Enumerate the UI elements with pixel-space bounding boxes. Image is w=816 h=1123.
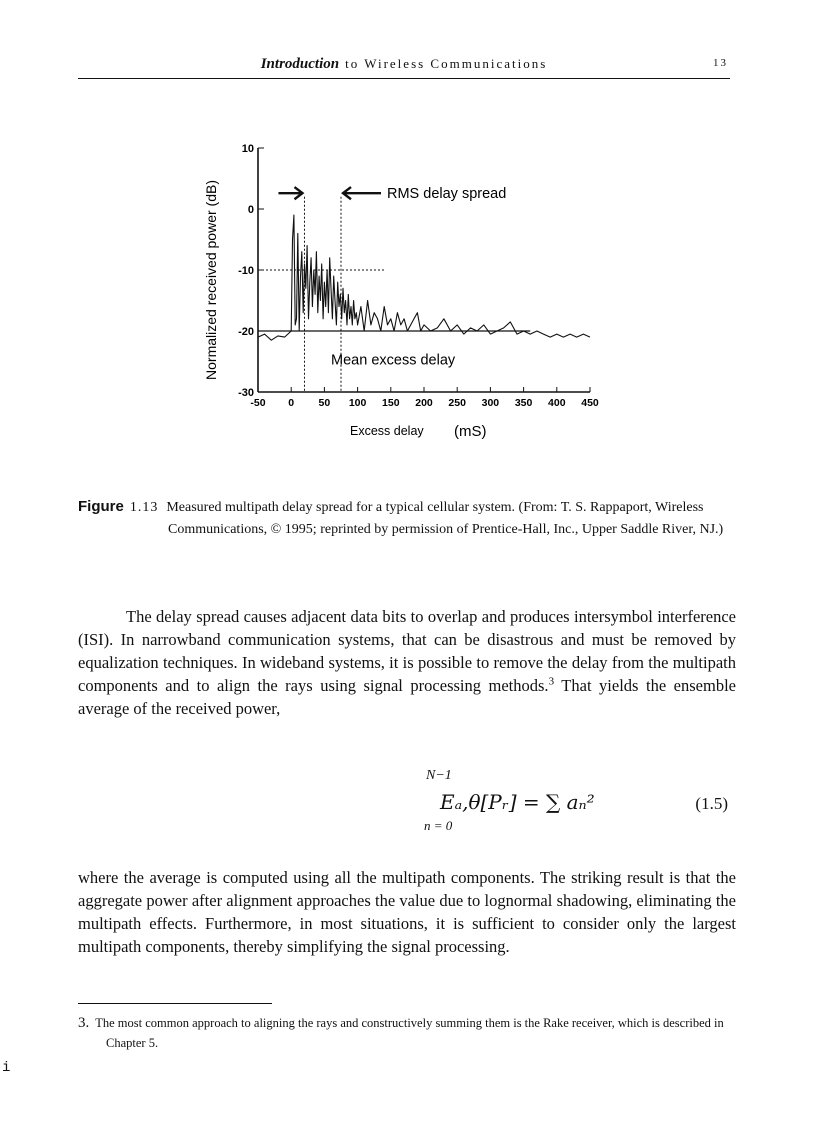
y-tick-label: -30 — [238, 387, 254, 399]
y-axis-label: Normalized received power (dB) — [203, 180, 219, 380]
caption-label: Figure — [78, 498, 124, 515]
delay-profile-chart — [190, 138, 610, 448]
caption-number: 1.13 — [129, 500, 159, 515]
x-tick-label: 350 — [514, 397, 533, 409]
x-tick-label: 300 — [481, 397, 500, 409]
header-title — [78, 56, 730, 73]
page-number: 13 — [713, 57, 728, 69]
figure-caption — [78, 496, 728, 541]
x-tick-label: 100 — [348, 397, 367, 409]
equation-1-5 — [78, 768, 736, 838]
footnote-text: The most common approach to aligning the rays and constructively summing them is the Rake receiver, which is described in Chapter 5. — [95, 1016, 724, 1050]
running-header — [78, 52, 730, 79]
body-paragraph-1 — [78, 605, 736, 720]
header-title-rest: to Wireless Communications — [345, 56, 548, 71]
mean-excess-delay-label: Mean excess delay — [331, 352, 456, 369]
equation-upper-limit: N−1 — [426, 768, 452, 783]
y-tick-label: 10 — [241, 143, 254, 155]
y-tick-label: 0 — [247, 204, 254, 216]
y-tick-label: -10 — [238, 265, 254, 277]
equation-lower-limit: n = 0 — [424, 818, 453, 833]
footnote-number: 3. — [78, 1015, 90, 1031]
paragraph-1-text-a: The delay spread causes adjacent data bits to overlap and produces intersymbol interference (ISI). In narrowband communication systems, that can be disastrous and must be removed by equalization techniques. In wideband systems, it is possible to remove the delay from the multipath components and to align the rays using signal processing methods. — [78, 607, 736, 695]
body-paragraph-2: where the average is computed using all the multipath components. The striking result is that the aggregate power after alignment approaches the value due to lognormal shadowing, eliminating the multipath effects. Furthermore, in most situations, it is sufficient to consider only the largest multipath components, thereby simplifying the signal processing. — [78, 868, 736, 956]
figure — [190, 138, 610, 448]
caption-text: Measured multipath delay spread for a typical cellular system. (From: T. S. Rappaport, Wireless Communications, © 1995; reprinted by permission of Prentice-Hall, Inc., Upper Saddle River, NJ.) — [166, 500, 724, 537]
x-tick-label: 200 — [415, 397, 433, 409]
x-tick-label: -50 — [250, 397, 266, 409]
y-tick-label: -20 — [238, 326, 254, 338]
footnote-ref[interactable]: 3 — [548, 675, 555, 688]
x-tick-label: 150 — [382, 397, 400, 409]
power-profile-line — [258, 215, 590, 340]
footnote-divider — [78, 1003, 272, 1004]
rms-arrow-left — [343, 187, 381, 199]
x-axis-label: Excess delay — [350, 424, 424, 438]
paragraph-1-text-b: That yields the ensemble average of the received power, — [78, 676, 736, 718]
equation-expression: Eₐ,θ[Pᵣ] = ∑ aₙ² — [440, 790, 595, 814]
x-tick-label: 0 — [288, 397, 295, 409]
margin-mark: i — [2, 1060, 11, 1076]
equation-number: (1.5) — [695, 794, 728, 813]
rms-delay-label: RMS delay spread — [387, 186, 507, 203]
x-tick-label: 50 — [318, 397, 331, 409]
rms-arrow-right — [278, 187, 302, 199]
footnote — [78, 1013, 738, 1053]
header-title-emphasis: Introduction — [260, 56, 340, 72]
x-tick-label: 450 — [581, 397, 599, 409]
x-tick-label: 400 — [548, 397, 566, 409]
x-tick-label: 250 — [448, 397, 466, 409]
x-axis-unit: (mS) — [454, 423, 487, 440]
